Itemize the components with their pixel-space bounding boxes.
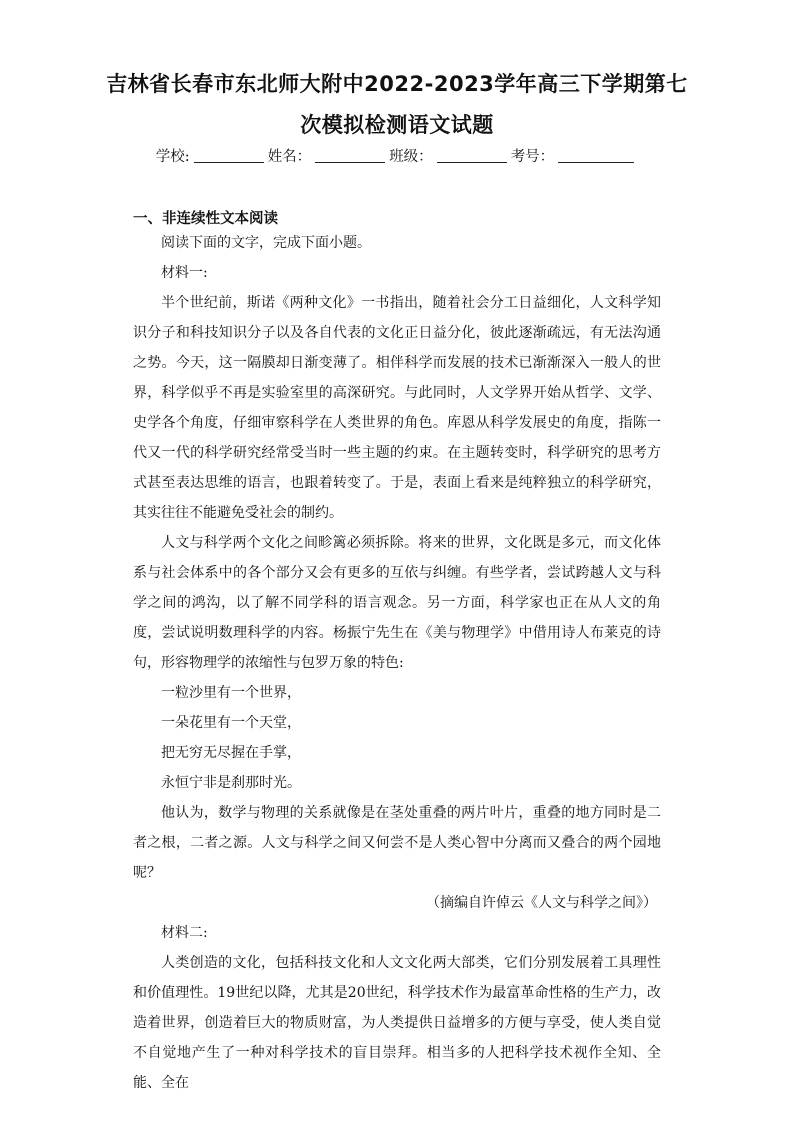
material-1-paragraph-2: 人文与科学两个文化之间畛篱必须拆除。将来的世界，文化既是多元，而文化体系与社会体系中的各个部分又会有更多的互依与纠缠。有些学者，尝试跨越人文与科学之间的鸿沟，以了解不同学科的语言观念。另一方面，科学家也正在从人文的角度，尝试说明数理科学的内容。杨振宁先生在《美与物理学》中借用诗人布莱克的诗句，形容物理学的浓缩性与包罗万象的特色: <box>133 535 661 671</box>
material-1-paragraph-1: 半个世纪前，斯诺《两种文化》一书指出，随着社会分工日益细化，人文科学知识分子和科技知识分子以及各自代表的文化正日益分化，彼此逐渐疏远，有无法沟通之势。今天，这一隔膜却日渐变薄了。相伴科学而发展的技术已渐渐深入一般人的世界，科学似乎不再是实验室里的高深研究。与此同时，人文学界开始从哲学、文学、史学各个角度，仔细审察科学在人类世界的角色。库恩从科学发展史的角度，指陈一代又一代的科学研究经常受当时一些主题的约束。在主题转变时，科学研究的思考方式甚至表达思维的语言，也跟着转变了。于是，表面上看来是纯粹独立的科学研究，其实往往不能避免受社会的制约。 <box>133 295 661 521</box>
school-label: 学校: <box>155 149 190 165</box>
instruction: 阅读下面的文字，完成下面小题。 <box>161 235 371 251</box>
student-info-line <box>0 145 794 166</box>
material-1-source: （摘编自许倬云《人文与科学之间》） <box>426 895 657 911</box>
poem-line-1: 一粒沙里有一个世界， <box>161 685 301 701</box>
material-2-label: 材料二: <box>161 925 208 941</box>
poem-line-3: 把无穷无尽握在手掌， <box>161 745 301 761</box>
class-label: 班级： <box>389 149 433 165</box>
section-heading: 一、非连续性文本阅读 <box>133 211 278 227</box>
poem-line-2: 一朵花里有一个天堂， <box>161 715 301 731</box>
name-label: 姓名： <box>267 149 312 165</box>
number-label: 考号： <box>510 149 555 165</box>
poem-line-4: 永恒宁非是刹那时光。 <box>161 775 301 791</box>
number-blank[interactable] <box>558 148 634 163</box>
name-blank[interactable] <box>315 148 385 163</box>
material-1-paragraph-3: 他认为，数学与物理的关系就像是在茎处重叠的两片叶片，重叠的地方同时是二者之根，二者之源。人文与科学之间又何尝不是人类心智中分离而又叠合的两个园地呢？ <box>133 805 661 881</box>
reading-passage <box>133 228 661 1098</box>
school-blank[interactable] <box>194 148 264 163</box>
class-blank[interactable] <box>437 148 507 163</box>
document-title-line-2: 次模拟检测语文试题 <box>300 113 494 137</box>
material-1-label: 材料一: <box>161 265 208 281</box>
material-2-paragraph-1: 人类创造的文化，包括科技文化和人文文化两大部类，它们分别发展着工具理性和价值理性。19世纪以降，尤其是20世纪，科学技术作为最富革命性格的生产力，改造着世界，创造着巨大的物质财富，为人类提供日益增多的方便与享受，使人类自觉不自觉地产生了一种对科学技术的盲目崇拜。相当多的人把科学技术视作全知、全能、全在 <box>133 955 661 1091</box>
document-title-line-1: 吉林省长春市东北师大附中2022-2023学年高三下学期第七 <box>106 72 688 96</box>
